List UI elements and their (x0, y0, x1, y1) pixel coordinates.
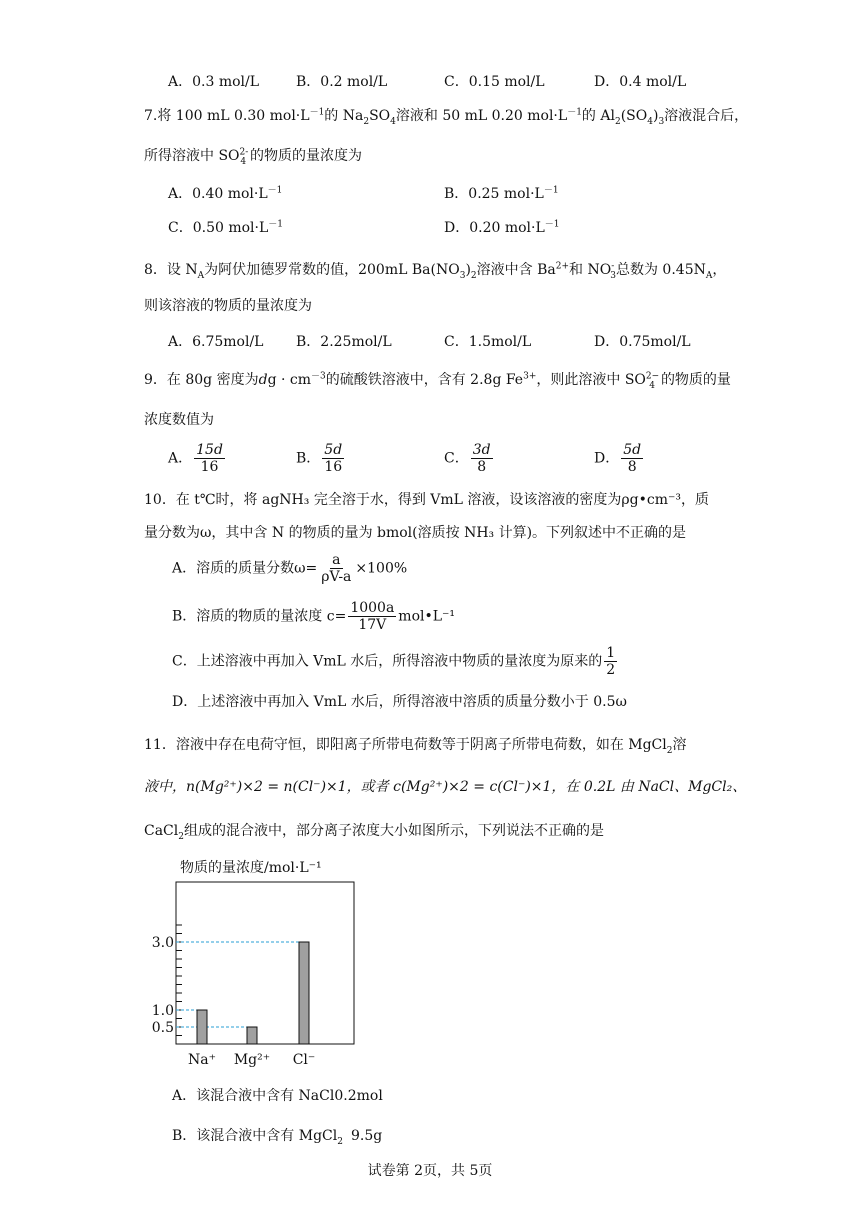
q7-option-c: C．0.50 $mol\cdot L^{-1}$ (168, 219, 283, 236)
chart-bar (247, 1027, 257, 1044)
chart-bars (197, 942, 309, 1044)
q10-option-d: D．上述溶液中再加入 VmL 水后，所得溶液中溶质的质量分数小于 0.5ω (172, 694, 627, 710)
chart-guide-lines (176, 942, 299, 1027)
q10-option-c: C．上述溶液中再加入 VmL 水后，所得溶液中物质的量浓度为原来的 $\frac{1}{2}$ (172, 645, 616, 678)
q11-stem-line1: 11．溶液中存在电荷守恒，即阳离子所带电荷数等于阴离子所带电荷数，如在 MgCl$_2$溶 (144, 737, 687, 756)
q6-option-b: B．0.2 mol/L (296, 74, 388, 90)
chart-bar (197, 1010, 207, 1044)
q8-stem-line2: 则该溶液的物质的量浓度为 (144, 298, 312, 314)
q10-option-a: A．溶质的质量分数ω= $\frac{a}{\rho V-a}$ ×100% (172, 552, 408, 585)
q8-option-c: C．1.5mol/L (444, 334, 532, 350)
q7-stem-line2: 所得溶液中 $SO^{2-}_4$ 的物质的量浓度为 (144, 147, 363, 167)
ion-concentration-chart (151, 852, 408, 1072)
q10-stem-line1: 10．在 t℃时，将 agNH₃ 完全溶于水，得到 VmL 溶液，设该溶液的密度为ρg•cm⁻³，质 (144, 492, 709, 508)
q7-stem-line1: 7.将 100 mL 0.30 $mol\cdot L^{-1}$的 $Na_2SO_4$溶液和 50 mL 0.20 $mol\cdot L^{-1}$的 $Al_2(SO_4)_3$溶液混合后， (144, 107, 749, 127)
chart-y-tick-label: 1.0 (151, 1003, 174, 1019)
chart-y-tick-label: 0.5 (151, 1020, 174, 1036)
q7-option-d: D．0.20 $mol\cdot L^{-1}$ (444, 219, 560, 236)
q7-option-a: A．0.40 $mol\cdot L^{-1}$ (168, 185, 283, 202)
q9-option-b: B． $\frac{5d}{16}$ (296, 442, 343, 475)
q9-stem-line2: 浓度数值为 (144, 412, 214, 428)
q11-stem-line3: CaCl$_2$组成的混合液中，部分离子浓度大小如图所示，下列说法不正确的是 (144, 823, 604, 842)
q9-option-c: C． $\frac{3d}{8}$ (444, 442, 491, 475)
chart-x-label: Cl⁻ (292, 1052, 316, 1068)
chart-x-labels (188, 1052, 315, 1068)
chart-y-tick-labels (152, 935, 174, 1036)
chart-x-label: Mg²⁺ (233, 1052, 271, 1068)
page-footer: 试卷第 2页，共 5页 (367, 1163, 493, 1179)
q8-stem-line1: 8．设 $N_A$为阿伏加德罗常数的值，200mL $Ba(NO_3)_2$溶液中含 $Ba^{2+}$和 $NO^-_3$总数为 $0.45N_A$， (144, 261, 727, 281)
q6-option-a: A．0.3 mol/L (168, 74, 260, 90)
q9-option-a: A． $\frac{15d}{16}$ (168, 442, 223, 475)
q10-option-b: B．溶质的物质的量浓度 c= $\frac{1000a}{17V}$ mol•L⁻¹ (172, 600, 456, 633)
q11-option-b: B．该混合液中含有 MgCl$_2$ 9.5g (172, 1128, 383, 1147)
q8-option-d: D．0.75mol/L (594, 334, 691, 350)
q8-option-b: B．2.25mol/L (296, 334, 392, 350)
q10-stem-line2: 量分数为ω，其中含 N 的物质的量为 bmol(溶质按 NH₃ 计算)。下列叙述中不正确的是 (144, 525, 687, 541)
chart-bar (299, 942, 309, 1044)
q9-option-d: D． $\frac{5d}{8}$ (594, 442, 642, 475)
q7-option-b: B．0.25 $mol\cdot L^{-1}$ (444, 185, 559, 202)
q11-option-a: A．该混合液中含有 NaCl0.2mol (172, 1088, 383, 1104)
chart-y-tick-label: 3.0 (151, 935, 174, 951)
q11-stem-line2: 液中，n(Mg²⁺)×2 = n(Cl⁻)×1，或者 c(Mg²⁺)×2 = c(Cl⁻)×1，在 0.2L 由 NaCl、MgCl₂、 (144, 779, 747, 795)
q6-option-c: C．0.15 mol/L (444, 74, 545, 90)
q6-option-d: D．0.4 mol/L (594, 74, 687, 90)
q8-option-a: A．6.75mol/L (168, 334, 264, 350)
q9-stem-line1: 9．在 80g 密度为dg · $cm^{-3}$的硫酸铁溶液中，含有 2.8g $Fe^{3+}$，则此溶液中 $SO^{2-}_4$ 的物质的量 (144, 371, 731, 391)
chart-x-label: Na⁺ (188, 1052, 216, 1068)
chart-ylabel: 物质的量浓度/mol·L⁻¹ (180, 860, 322, 876)
